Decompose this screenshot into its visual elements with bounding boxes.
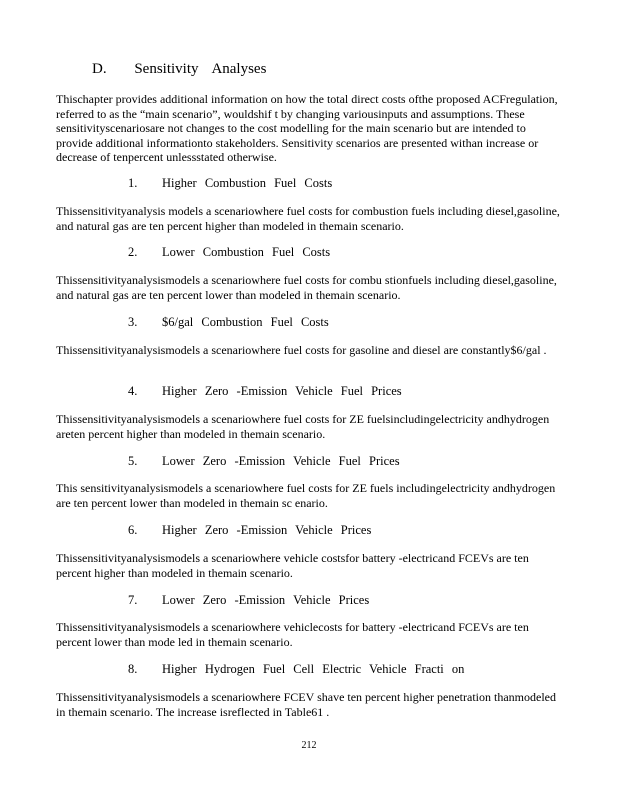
scenario-heading-5: [128, 454, 400, 469]
scenario-text-5: This sensitivityanalysismodels a scenariowhere fuel costs for ZE fuels includingelectricity andhydrogen are ten percent lower than modeled in themain sc enario.: [56, 481, 556, 510]
scenario-number: 7.: [128, 593, 138, 607]
scenario-title: Higher Zero -Emission Vehicle Prices: [162, 523, 372, 537]
intro-paragraph: Thischapter provides additional information on how the total direct costs ofthe proposed ACFregulation, referred to as the “main scenario”, wouldshif t by changing variousinputs and assumptions. These sensitivityscenariosare not changes to the cost modelling for the main scenario but are intended to provide additional informationto stakeholders. Sensitivity scenarios are presented withan increase or decrease of tenpercent unlessstated otherwise.: [56, 92, 558, 164]
scenario-heading-3: [128, 315, 329, 330]
scenario-heading-2: [128, 245, 330, 260]
scenario-text-7: Thissensitivityanalysismodels a scenariowhere vehiclecosts for battery -electricand FCEVs are ten percent lower than mode led in themain scenario.: [56, 620, 529, 649]
scenario-title: $6/gal Combustion Fuel Costs: [162, 315, 329, 329]
scenario-number: 8.: [128, 662, 138, 676]
page-number: 212: [301, 740, 317, 751]
scenario-title: Lower Zero -Emission Vehicle Fuel Prices: [162, 454, 400, 468]
scenario-number: 6.: [128, 523, 138, 537]
scenario-heading-7: [128, 593, 369, 608]
scenario-text-6: Thissensitivityanalysismodels a scenariowhere vehicle costsfor battery -electricand FCEVs are ten percent higher than modeled in themain scenario.: [56, 551, 529, 580]
scenario-title: Higher Zero -Emission Vehicle Fuel Prices: [162, 384, 402, 398]
scenario-title: Lower Zero -Emission Vehicle Prices: [162, 593, 370, 607]
scenario-text-2: Thissensitivityanalysismodels a scenariowhere fuel costs for combu stionfuels including diesel,gasoline, and natural gas are ten percent lower than modeled in themain scenario.: [56, 273, 557, 302]
section-heading: [92, 61, 266, 78]
scenario-text-8: Thissensitivityanalysismodels a scenariowhere FCEV shave ten percent higher penetration thanmodeled in themain scenario. The increase isreflected in Table61 .: [56, 690, 556, 719]
scenario-title: Higher Combustion Fuel Costs: [162, 176, 333, 190]
section-title: Sensitivity Analyses: [134, 61, 267, 77]
scenario-text-3: Thissensitivityanalysismodels a scenariowhere fuel costs for gasoline and diesel are constantly$6/gal .: [56, 343, 547, 357]
scenario-number: 4.: [128, 384, 138, 398]
scenario-title: Lower Combustion Fuel Costs: [162, 245, 331, 259]
scenario-number: 1.: [128, 176, 138, 190]
scenario-number: 5.: [128, 454, 138, 468]
section-letter: D.: [92, 61, 107, 77]
scenario-heading-1: [128, 176, 332, 191]
scenario-text-4: Thissensitivityanalysismodels a scenariowhere fuel costs for ZE fuelsincludingelectricity andhydrogen areten percent higher than modeled in themain scenario.: [56, 412, 550, 441]
scenario-heading-8: [128, 662, 464, 677]
scenario-title: Higher Hydrogen Fuel Cell Electric Vehicle Fracti on: [162, 662, 465, 676]
scenario-heading-4: [128, 384, 402, 399]
scenario-number: 2.: [128, 245, 138, 259]
scenario-heading-6: [128, 523, 371, 538]
scenario-number: 3.: [128, 315, 138, 329]
scenario-text-1: Thissensitivityanalysis models a scenariowhere fuel costs for combustion fuels including diesel,gasoline, and natural gas are ten percent higher than modeled in themain scenario.: [56, 204, 560, 233]
